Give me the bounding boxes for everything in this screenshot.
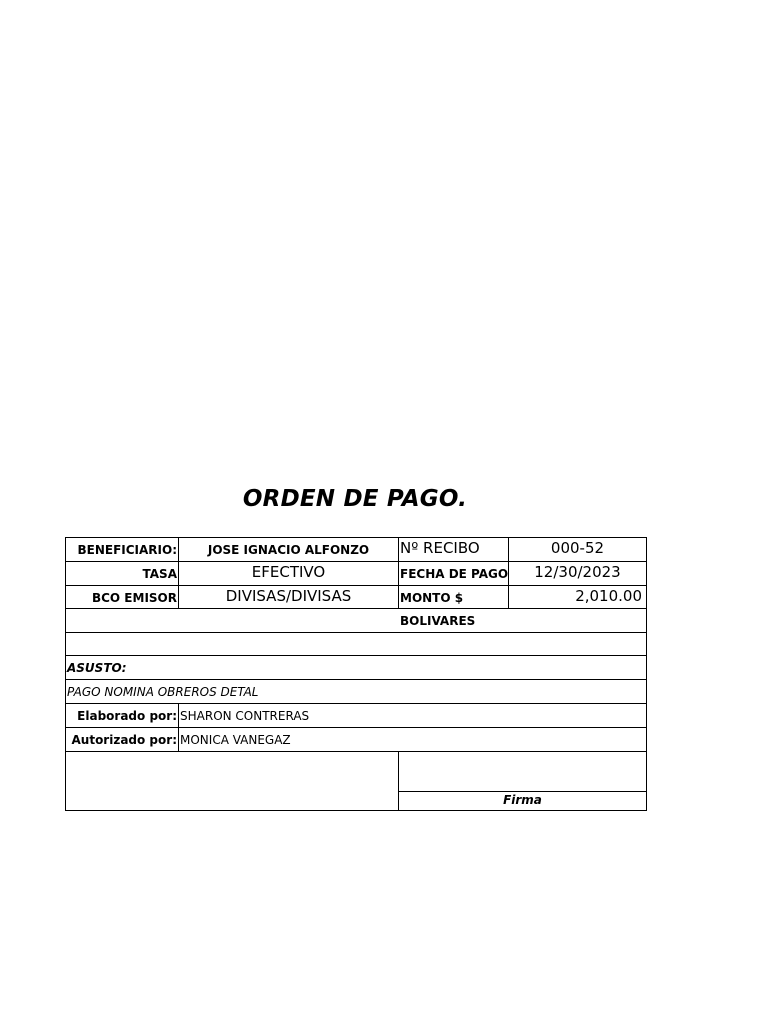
document-title: ORDEN DE PAGO. xyxy=(242,486,468,512)
column-line xyxy=(178,703,179,751)
monto-label: MONTO $ xyxy=(400,591,464,605)
row-line xyxy=(65,727,647,728)
fecha-label: FECHA DE PAGO xyxy=(400,567,509,581)
tasa-label: TASA xyxy=(142,567,177,581)
beneficiario-label: BENEFICIARIO: xyxy=(77,543,177,557)
row-line xyxy=(65,751,647,752)
payment-order-form xyxy=(65,537,647,811)
row-line xyxy=(65,655,647,656)
row-line xyxy=(65,608,647,609)
autorizado-label: Autorizado por: xyxy=(71,733,177,747)
row-line xyxy=(65,703,647,704)
tasa-value: EFECTIVO xyxy=(251,563,326,581)
beneficiario-value: JOSE IGNACIO ALFONZO xyxy=(207,543,370,557)
form-border-right xyxy=(646,537,647,811)
banco-label: BCO EMISOR xyxy=(91,591,177,605)
asunto-label: ASUSTO: xyxy=(67,661,127,675)
autorizado-value: MONICA VANEGAZ xyxy=(180,733,291,747)
recibo-value: 000-52 xyxy=(550,539,605,557)
form-border-left xyxy=(65,537,66,811)
row-line xyxy=(65,585,647,586)
banco-value: DIVISAS/DIVISAS xyxy=(225,587,352,605)
asunto-value: PAGO NOMINA OBREROS DETAL xyxy=(67,685,259,699)
recibo-label: Nº RECIBO xyxy=(400,539,480,557)
column-line xyxy=(398,537,399,609)
monto-value: 2,010.00 xyxy=(575,587,642,605)
row-line xyxy=(65,679,647,680)
row-line xyxy=(65,561,647,562)
form-border-bottom xyxy=(65,810,647,811)
elaborado-value: SHARON CONTRERAS xyxy=(180,709,310,723)
bolivares-label: BOLIVARES xyxy=(400,614,476,628)
signature-line xyxy=(398,791,647,792)
elaborado-label: Elaborado por: xyxy=(77,709,177,723)
form-border-top xyxy=(65,537,647,538)
firma-label: Firma xyxy=(503,793,542,807)
fecha-value: 12/30/2023 xyxy=(534,563,621,581)
row-line xyxy=(65,632,647,633)
